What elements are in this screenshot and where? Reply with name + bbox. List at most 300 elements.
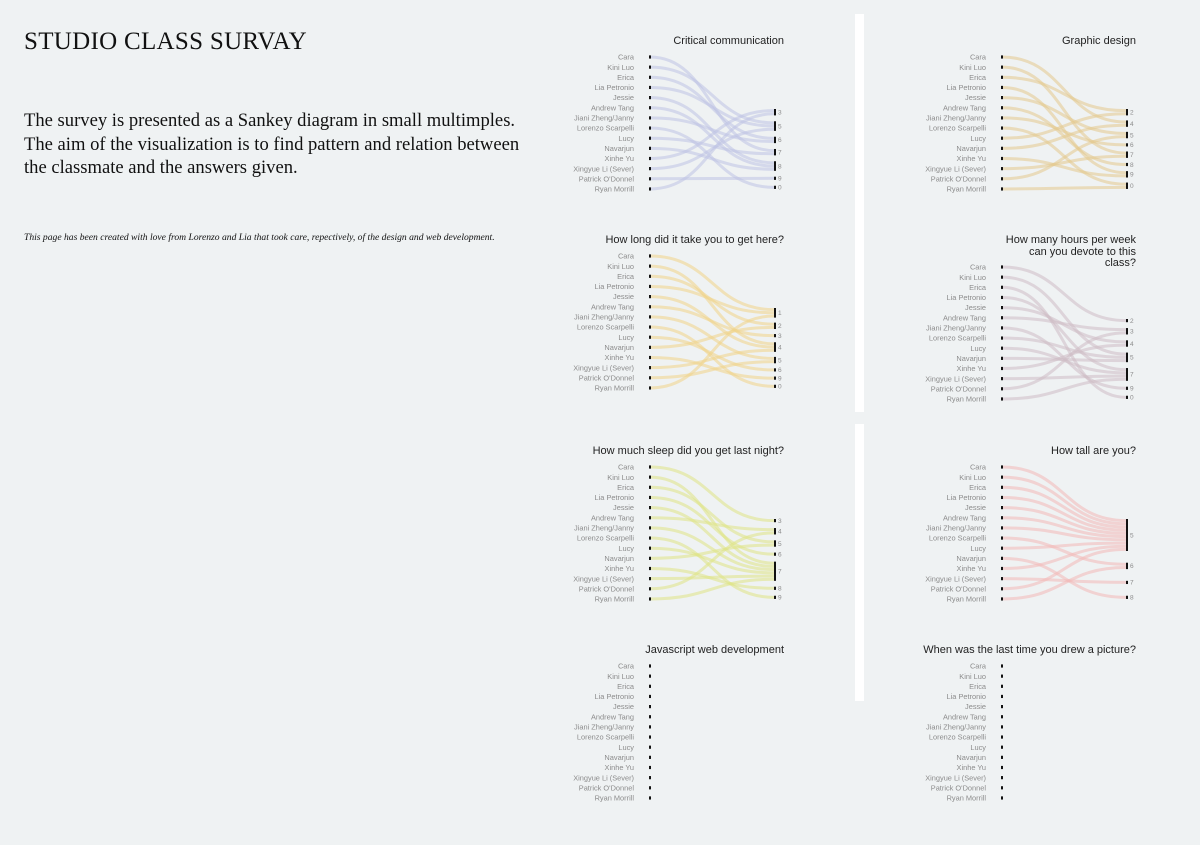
student-name-label: Navarjun	[956, 553, 986, 563]
student-name-label: Xingyue Li (Sever)	[573, 574, 634, 584]
student-node	[649, 86, 651, 89]
answer-node	[774, 528, 776, 534]
student-name-label: Erica	[969, 72, 986, 82]
student-node	[1001, 66, 1003, 69]
student-node	[649, 254, 651, 257]
student-node	[1001, 735, 1003, 738]
answer-label: 2	[1130, 109, 1134, 117]
student-name-label: Kini Luo	[959, 62, 986, 72]
answer-label: 0	[1130, 394, 1134, 402]
student-name-label: Lucy	[618, 543, 634, 553]
student-node	[1001, 167, 1003, 170]
student-node	[1001, 276, 1003, 279]
answer-node	[774, 177, 776, 180]
answer-label: 4	[778, 344, 782, 352]
panel-title: Critical communication	[673, 35, 784, 47]
student-node	[649, 157, 651, 160]
student-name-label: Xinhe Yu	[604, 763, 634, 773]
answer-node	[774, 334, 776, 337]
answer-node	[774, 368, 776, 371]
student-node	[1001, 506, 1003, 509]
student-node	[649, 786, 651, 789]
sankey-link	[650, 576, 774, 579]
answer-label: 5	[1130, 354, 1134, 362]
student-name-label: Cara	[969, 52, 986, 62]
answer-label: 4	[778, 528, 782, 536]
student-node	[1001, 705, 1003, 708]
answer-node	[774, 377, 776, 380]
student-name-label: Patrick O'Donnel	[930, 783, 986, 793]
student-node	[649, 336, 651, 339]
student-node	[1001, 516, 1003, 519]
answer-node	[774, 323, 776, 329]
student-node	[1001, 725, 1003, 728]
student-node	[649, 756, 651, 759]
student-name-label: Kini Luo	[959, 671, 986, 681]
student-node	[649, 735, 651, 738]
student-name-label: Lucy	[970, 343, 986, 353]
answer-node	[1126, 396, 1128, 399]
answer-node	[1126, 183, 1128, 189]
answer-label: 0	[1130, 183, 1134, 191]
sankey-link	[1002, 187, 1126, 189]
student-node	[649, 675, 651, 678]
student-name-label: Lucy	[618, 742, 634, 752]
answer-node	[1126, 132, 1128, 138]
student-node	[1001, 306, 1003, 309]
student-name-label: Jessie	[613, 292, 634, 302]
answer-label: 0	[778, 383, 782, 391]
student-name-label: Patrick O'Donnel	[930, 174, 986, 184]
student-name-label: Xinhe Yu	[956, 154, 986, 164]
student-name-label: Lorenzo Scarpelli	[928, 732, 986, 742]
student-name-label: Ryan Morrill	[594, 383, 634, 393]
student-name-label: Lorenzo Scarpelli	[576, 732, 634, 742]
answer-node	[1126, 109, 1128, 115]
student-node	[649, 587, 651, 590]
answer-label: 8	[778, 163, 782, 171]
student-node	[1001, 137, 1003, 140]
answer-label: 3	[778, 332, 782, 340]
student-name-label: Navarjun	[956, 752, 986, 762]
answer-node	[1126, 581, 1128, 584]
student-name-label: Jessie	[965, 702, 986, 712]
student-node	[1001, 675, 1003, 678]
panel-title: When was the last time you drew a picture?	[923, 644, 1136, 656]
student-name-label: Lia Petronio	[594, 493, 634, 503]
student-name-label: Lucy	[970, 133, 986, 143]
student-node	[1001, 756, 1003, 759]
student-name-label: Navarjun	[604, 553, 634, 563]
student-node	[649, 386, 651, 389]
student-name-label: Ryan Morrill	[594, 184, 634, 194]
student-node	[1001, 116, 1003, 119]
student-name-label: Andrew Tang	[590, 513, 634, 523]
answer-label: 9	[778, 175, 782, 183]
student-name-label: Cara	[969, 661, 986, 671]
student-node	[649, 126, 651, 129]
answer-label: 8	[1130, 161, 1134, 169]
student-name-label: Andrew Tang	[590, 103, 634, 113]
student-name-label: Jiani Zheng/Janny	[574, 523, 634, 533]
student-name-label: Ryan Morrill	[946, 594, 986, 604]
student-node	[1001, 567, 1003, 570]
answer-node	[1126, 120, 1128, 126]
answer-label: 6	[1130, 142, 1134, 150]
answer-node	[774, 342, 776, 352]
answer-node	[774, 308, 776, 318]
sankey-chart	[920, 446, 1200, 646]
answer-label: 7	[1130, 371, 1134, 379]
student-name-label: Lucy	[618, 332, 634, 342]
student-node	[649, 725, 651, 728]
student-name-label: Cara	[969, 462, 986, 472]
answer-label: 9	[1130, 385, 1134, 393]
student-node	[1001, 557, 1003, 560]
sankey-link	[1002, 477, 1126, 524]
student-name-label: Xingyue Li (Sever)	[925, 374, 986, 384]
student-name-label: Lorenzo Scarpelli	[928, 123, 986, 133]
student-node	[1001, 157, 1003, 160]
sankey-panel-hours-per-week	[920, 235, 1200, 435]
student-name-label: Xingyue Li (Sever)	[925, 164, 986, 174]
sankey-chart	[568, 446, 868, 646]
student-name-label: Andrew Tang	[942, 712, 986, 722]
answer-label: 7	[1130, 151, 1134, 159]
student-name-label: Lorenzo Scarpelli	[928, 533, 986, 543]
student-name-label: Erica	[969, 282, 986, 292]
answer-node	[1126, 368, 1128, 381]
student-name-label: Navarjun	[604, 143, 634, 153]
student-name-label: Xinhe Yu	[956, 564, 986, 574]
student-node	[1001, 746, 1003, 749]
student-node	[649, 346, 651, 349]
student-node	[1001, 526, 1003, 529]
student-node	[1001, 536, 1003, 539]
student-node	[649, 55, 651, 58]
sankey-link	[1002, 379, 1126, 399]
student-node	[1001, 486, 1003, 489]
answer-node	[1126, 563, 1128, 569]
student-node	[1001, 577, 1003, 580]
answer-label: 7	[1130, 579, 1134, 587]
student-node	[1001, 597, 1003, 600]
student-node	[649, 66, 651, 69]
answer-node	[1126, 519, 1128, 551]
student-node	[649, 516, 651, 519]
student-name-label: Xingyue Li (Sever)	[573, 164, 634, 174]
answer-node	[774, 587, 776, 590]
student-node	[1001, 587, 1003, 590]
sankey-panel-height	[920, 446, 1200, 646]
sankey-panel-last-drawing	[920, 645, 1200, 845]
student-node	[649, 796, 651, 799]
answer-node	[774, 385, 776, 388]
answer-node	[774, 121, 776, 131]
student-name-label: Kini Luo	[959, 472, 986, 482]
student-node	[1001, 265, 1003, 268]
student-name-label: Xingyue Li (Sever)	[573, 363, 634, 373]
answer-label: 6	[778, 367, 782, 375]
student-name-label: Jessie	[965, 93, 986, 103]
student-node	[1001, 187, 1003, 190]
student-name-label: Xinhe Yu	[604, 353, 634, 363]
sankey-chart	[920, 36, 1200, 236]
student-name-label: Xingyue Li (Sever)	[925, 574, 986, 584]
student-name-label: Lorenzo Scarpelli	[576, 322, 634, 332]
student-name-label: Andrew Tang	[942, 103, 986, 113]
answer-node	[774, 149, 776, 155]
student-name-label: Jessie	[613, 93, 634, 103]
student-node	[649, 695, 651, 698]
page-title: STUDIO CLASS SURVAY	[24, 28, 307, 55]
student-name-label: Navarjun	[604, 342, 634, 352]
answer-node	[1126, 143, 1128, 146]
student-node	[1001, 695, 1003, 698]
student-node	[649, 547, 651, 550]
student-name-label: Lucy	[618, 133, 634, 143]
student-name-label: Kini Luo	[607, 472, 634, 482]
student-name-label: Jessie	[965, 503, 986, 513]
answer-label: 7	[778, 568, 782, 576]
student-node	[649, 325, 651, 328]
student-name-label: Jiani Zheng/Janny	[574, 312, 634, 322]
sankey-link	[1002, 376, 1126, 379]
student-name-label: Lia Petronio	[594, 692, 634, 702]
student-name-label: Lucy	[970, 543, 986, 553]
student-node	[649, 315, 651, 318]
student-node	[1001, 106, 1003, 109]
student-node	[1001, 86, 1003, 89]
student-node	[1001, 296, 1003, 299]
student-node	[1001, 664, 1003, 667]
student-node	[649, 295, 651, 298]
student-node	[1001, 397, 1003, 400]
student-name-label: Lia Petronio	[946, 83, 986, 93]
student-node	[649, 187, 651, 190]
student-node	[1001, 326, 1003, 329]
answer-node	[774, 540, 776, 546]
sankey-chart	[568, 645, 868, 845]
sankey-panel-commute-time	[568, 235, 868, 435]
student-name-label: Ryan Morrill	[946, 394, 986, 404]
sankey-chart	[920, 235, 1200, 435]
student-node	[649, 577, 651, 580]
student-name-label: Lia Petronio	[946, 293, 986, 303]
answer-label: 2	[778, 323, 782, 331]
student-node	[649, 776, 651, 779]
student-node	[649, 685, 651, 688]
student-node	[1001, 776, 1003, 779]
student-node	[649, 506, 651, 509]
student-node	[649, 285, 651, 288]
student-node	[649, 766, 651, 769]
student-node	[1001, 177, 1003, 180]
student-name-label: Cara	[617, 251, 634, 261]
answer-label: 4	[1130, 120, 1134, 128]
student-name-label: Lia Petronio	[946, 493, 986, 503]
student-node	[649, 275, 651, 278]
student-name-label: Xinhe Yu	[956, 763, 986, 773]
student-name-label: Cara	[617, 661, 634, 671]
answer-label: 3	[778, 517, 782, 525]
answer-label: 2	[1130, 317, 1134, 325]
answer-label: 5	[778, 357, 782, 365]
student-node	[1001, 496, 1003, 499]
sankey-panel-graphic-design	[920, 36, 1200, 236]
answer-node	[1126, 319, 1128, 322]
student-name-label: Jiani Zheng/Janny	[926, 323, 986, 333]
student-name-label: Lia Petronio	[594, 282, 634, 292]
student-name-label: Jiani Zheng/Janny	[574, 113, 634, 123]
student-name-label: Andrew Tang	[942, 513, 986, 523]
answer-node	[774, 186, 776, 189]
student-node	[649, 486, 651, 489]
answer-label: 3	[778, 109, 782, 117]
student-node	[1001, 96, 1003, 99]
sankey-link	[650, 178, 774, 179]
answer-label: 9	[778, 594, 782, 602]
student-name-label: Jiani Zheng/Janny	[926, 113, 986, 123]
student-node	[1001, 387, 1003, 390]
answer-node	[1126, 596, 1128, 599]
student-node	[649, 167, 651, 170]
student-node	[1001, 347, 1003, 350]
student-node	[1001, 766, 1003, 769]
student-node	[649, 106, 651, 109]
answer-label: 5	[778, 123, 782, 131]
student-name-label: Kini Luo	[607, 62, 634, 72]
student-node	[649, 116, 651, 119]
student-name-label: Jiani Zheng/Janny	[926, 722, 986, 732]
student-node	[649, 746, 651, 749]
page-description: The survey is presented as a Sankey diagram in small multimples. The aim of the visualization is to find pattern and relation between the classmate and the answers given.	[24, 110, 520, 178]
student-name-label: Patrick O'Donnel	[578, 783, 634, 793]
student-name-label: Ryan Morrill	[594, 594, 634, 604]
answer-node	[1126, 328, 1128, 334]
answer-node	[1126, 171, 1128, 177]
student-node	[649, 137, 651, 140]
student-name-label: Lucy	[970, 742, 986, 752]
student-name-label: Lorenzo Scarpelli	[576, 123, 634, 133]
student-node	[1001, 147, 1003, 150]
student-node	[649, 147, 651, 150]
sankey-panel-critical-communication	[568, 36, 868, 236]
student-name-label: Jessie	[613, 702, 634, 712]
student-node	[649, 366, 651, 369]
student-name-label: Ryan Morrill	[946, 184, 986, 194]
student-node	[1001, 715, 1003, 718]
answer-label: 9	[778, 375, 782, 383]
answer-label: 8	[778, 585, 782, 593]
student-name-label: Jiani Zheng/Janny	[574, 722, 634, 732]
answer-label: 7	[778, 149, 782, 157]
panel-title: How much sleep did you get last night?	[592, 445, 784, 457]
student-node	[649, 376, 651, 379]
student-node	[649, 664, 651, 667]
answer-node	[774, 137, 776, 143]
student-name-label: Cara	[617, 52, 634, 62]
student-name-label: Lia Petronio	[594, 83, 634, 93]
student-node	[649, 476, 651, 479]
student-name-label: Navarjun	[956, 143, 986, 153]
answer-node	[1126, 340, 1128, 346]
student-node	[649, 715, 651, 718]
answer-label: 8	[1130, 594, 1134, 602]
answer-node	[774, 562, 776, 581]
answer-label: 6	[1130, 563, 1134, 571]
answer-label: 4	[1130, 340, 1134, 348]
answer-node	[1126, 387, 1128, 390]
sankey-chart	[568, 235, 868, 435]
answer-label: 1	[778, 310, 782, 318]
student-node	[1001, 357, 1003, 360]
sankey-link	[1002, 77, 1126, 110]
student-node	[649, 705, 651, 708]
student-node	[1001, 465, 1003, 468]
sankey-link	[650, 467, 774, 521]
student-name-label: Lorenzo Scarpelli	[576, 533, 634, 543]
student-node	[1001, 76, 1003, 79]
student-node	[649, 465, 651, 468]
student-name-label: Lorenzo Scarpelli	[928, 333, 986, 343]
student-name-label: Erica	[617, 482, 634, 492]
sankey-link	[650, 67, 774, 123]
panel-title: Javascript web development	[645, 644, 784, 656]
answer-label: 5	[1130, 132, 1134, 140]
student-name-label: Erica	[617, 681, 634, 691]
student-name-label: Navarjun	[604, 752, 634, 762]
student-node	[1001, 796, 1003, 799]
answer-label: 0	[778, 184, 782, 192]
student-node	[649, 177, 651, 180]
student-node	[649, 496, 651, 499]
student-node	[1001, 786, 1003, 789]
student-node	[649, 597, 651, 600]
student-node	[649, 567, 651, 570]
student-name-label: Kini Luo	[959, 272, 986, 282]
student-name-label: Cara	[617, 462, 634, 472]
student-node	[649, 305, 651, 308]
student-name-label: Andrew Tang	[590, 302, 634, 312]
panel-title: Graphic design	[1062, 35, 1136, 47]
student-name-label: Jiani Zheng/Janny	[926, 523, 986, 533]
answer-node	[774, 357, 776, 363]
student-node	[649, 265, 651, 268]
student-name-label: Navarjun	[956, 353, 986, 363]
student-node	[1001, 547, 1003, 550]
sankey-panel-sleep	[568, 446, 868, 646]
student-node	[1001, 377, 1003, 380]
student-name-label: Jessie	[965, 303, 986, 313]
student-name-label: Xinhe Yu	[604, 564, 634, 574]
panel-title: How long did it take you to get here?	[605, 234, 784, 246]
student-node	[649, 557, 651, 560]
student-name-label: Xinhe Yu	[956, 364, 986, 374]
student-name-label: Erica	[969, 681, 986, 691]
sankey-chart	[568, 36, 868, 236]
student-node	[1001, 476, 1003, 479]
student-name-label: Kini Luo	[607, 261, 634, 271]
answer-node	[1126, 151, 1128, 157]
student-name-label: Kini Luo	[607, 671, 634, 681]
panel-title: How many hours per week can you devote to this class?	[1005, 234, 1136, 269]
answer-node	[774, 161, 776, 171]
student-name-label: Xingyue Li (Sever)	[925, 773, 986, 783]
student-name-label: Ryan Morrill	[594, 793, 634, 803]
answer-label: 5	[778, 540, 782, 548]
student-name-label: Patrick O'Donnel	[578, 174, 634, 184]
